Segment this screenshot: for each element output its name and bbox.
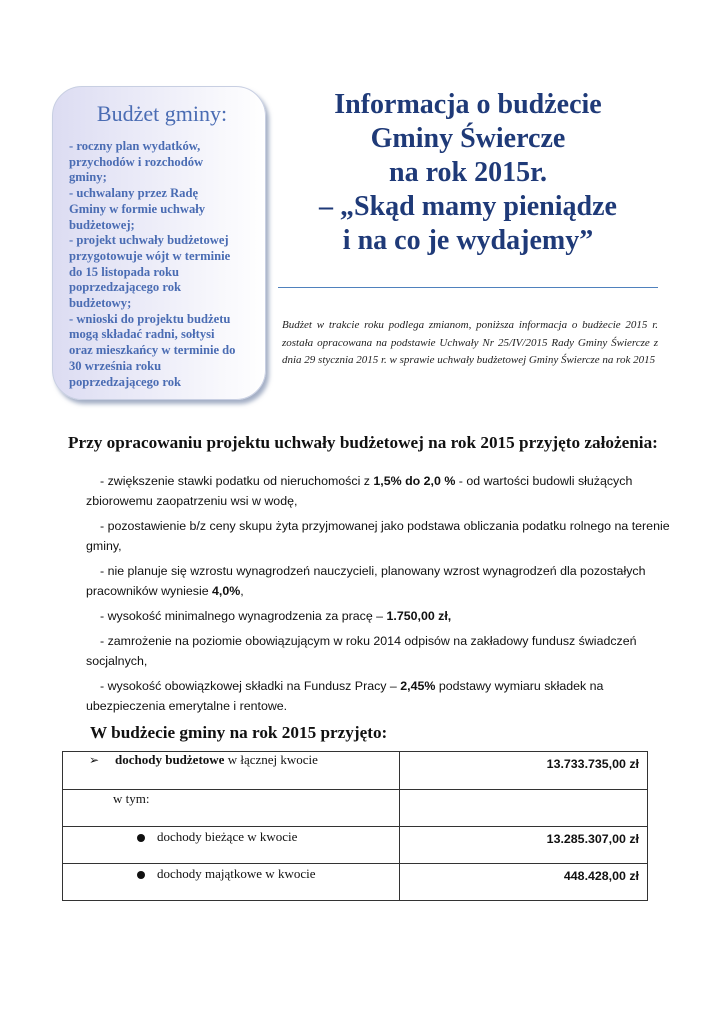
assumption-item: - zwiększenie stawki podatku od nieruchomości z 1,5% do 2,0 % - od wartości budowli służących zbiorowemu zaopatrzeniu wsi w wodę, [86, 474, 633, 508]
title-line: Gminy Świercze [370, 123, 566, 154]
document-title [278, 88, 658, 258]
assumptions-heading: Przy opracowaniu projektu uchwały budżetowej na rok 2015 przyjęto założenia: [68, 433, 658, 452]
sidebar-title: Budżet gminy: [96, 101, 228, 126]
sidebar-line: - roczny plan wydatków, [69, 139, 201, 153]
table-row [63, 864, 648, 901]
table-cell-value: 13.733.735,00 zł [400, 752, 648, 790]
table-row [63, 827, 648, 864]
sidebar-line: poprzedzającego rok [69, 280, 182, 295]
budget-table [62, 751, 648, 901]
title-line: – „Skąd mamy pieniądze [319, 191, 617, 222]
intro-paragraph: Budżet w trakcie roku podlega zmianom, poniższa informacja o budżecie 2015 r. została opracowana na podstawie Uchwały Nr 25/IV/2015 Rady Gminy Świercze z dnia 29 stycznia 2015 r. w sprawie uchwały budżetowej Gminy Świercze na rok 2015 [282, 319, 658, 366]
sidebar-line: przychodów i rozchodów [69, 154, 204, 169]
sidebar-line: Gminy w formie uchwały [69, 201, 206, 216]
arrow-bullet-icon: ➢ [89, 753, 100, 767]
sidebar-line: mogą składać radni, sołtysi [69, 327, 215, 342]
sidebar-line: gminy; [69, 170, 107, 185]
assumption-item: - wysokość obowiązkowej składki na Fundusz Pracy – 2,45% podstawy wymiaru składek na ubezpieczenia emerytalne i rentowe. [86, 679, 604, 713]
title-line: na rok 2015r. [389, 157, 547, 188]
table-cell-value [400, 790, 648, 827]
title-divider [278, 287, 658, 288]
assumption-item: - wysokość minimalnego wynagrodzenia za pracę – 1.750,00 zł, [100, 609, 452, 623]
title-line: Informacja o budżecie [334, 89, 602, 120]
sidebar-line: - wnioski do projektu budżetu [69, 311, 231, 326]
sidebar-line: - uchwalany przez Radę [69, 186, 199, 201]
sidebar-line: budżetowej; [69, 217, 135, 232]
table-row [63, 790, 648, 827]
table-cell-value: 13.285.307,00 zł [400, 827, 648, 864]
table-cell-label: ➢ dochody budżetowe w łącznej kwocie [63, 752, 400, 790]
title-line: i na co je wydajemy” [342, 225, 594, 256]
sidebar-line: budżetowy; [69, 296, 132, 311]
sidebar-line: 30 września roku [69, 358, 162, 373]
bullet-dot-icon [137, 871, 145, 879]
table-row [63, 752, 648, 790]
table-cell-label: dochody majątkowe w kwocie [63, 864, 400, 901]
assumption-item: - zamrożenie na poziomie obowiązującym w roku 2014 odpisów na zakładowy fundusz świadczeń socjalnych, [86, 634, 637, 668]
table-cell-value: 448.428,00 zł [400, 864, 648, 901]
sidebar-line: - projekt uchwały budżetowej [69, 233, 229, 248]
assumptions-list [86, 471, 676, 721]
sidebar-line: do 15 listopada roku [69, 264, 179, 279]
sidebar-line: oraz mieszkańcy w terminie do [69, 343, 236, 358]
table-cell-label: dochody bieżące w kwocie [63, 827, 400, 864]
sidebar-line: poprzedzającego rok [69, 374, 182, 389]
bullet-dot-icon [137, 834, 145, 842]
sidebar-line: przygotowuje wójt w terminie [69, 248, 231, 263]
sidebar-items [69, 139, 255, 390]
budget-definition-box [52, 86, 266, 400]
assumption-item: - pozostawienie b/z ceny skupu żyta przyjmowanej jako podstawa obliczania podatku rolnego na terenie gminy, [86, 519, 670, 553]
assumption-item: - nie planuje się wzrostu wynagrodzeń nauczycieli, planowany wzrost wynagrodzeń dla pozostałych pracowników wyniesie 4,0%, [86, 564, 646, 598]
budget-heading: W budżecie gminy na rok 2015 przyjęto: [90, 723, 388, 742]
table-cell-label: w tym: [63, 790, 400, 827]
